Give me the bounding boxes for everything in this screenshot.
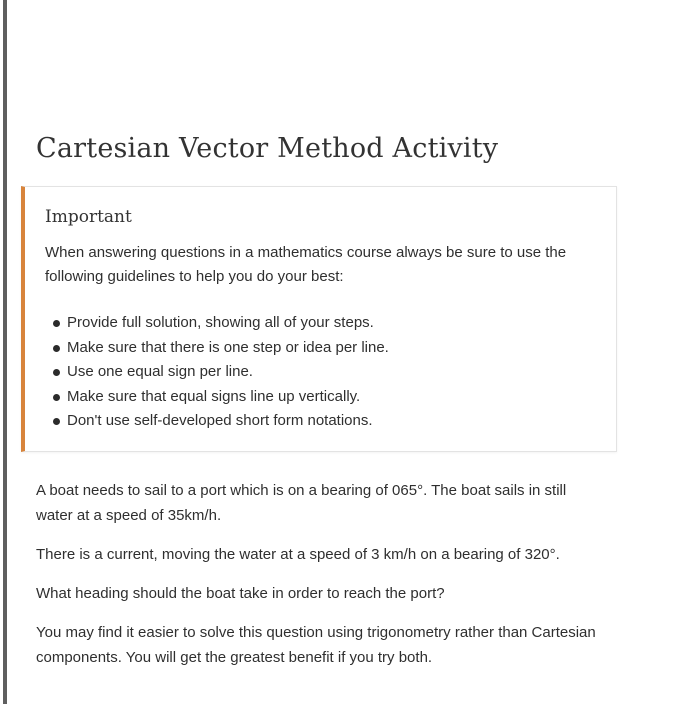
main-content [36,128,636,666]
list-item [45,336,596,361]
left-border-rule [3,0,7,704]
question-paragraph: A boat needs to sail to a port which is on a bearing of 065°. The boat sails in still water at a speed of 35km/h. [36,482,567,524]
question-paragraph: What heading should the boat take in order to reach the port? [36,585,445,602]
question-paragraph: There is a current, moving the water at a speed of 3 km/h on a bearing of 320°. [36,546,560,563]
guidelines-list [45,311,596,434]
list-item-text: Make sure that equal signs line up vertically. [67,387,361,405]
bullet-icon [53,369,60,376]
list-item [45,360,596,385]
list-item-text: Use one equal sign per line. [67,363,253,380]
important-callout [21,186,617,452]
callout-intro: When answering questions in a mathematics course always be sure to use the following guidelines to help you do your best: [45,244,567,285]
page-title: Cartesian Vector Method Activity [36,133,499,164]
list-item [45,409,596,434]
bullet-icon [53,320,60,327]
callout-title: Important [45,207,132,227]
question-paragraph: You may find it easier to solve this question using trigonometry rather than Cartesian components. You will get the greatest benefit if you try both. [36,624,596,666]
question-text [36,478,606,684]
list-item [45,311,596,336]
bullet-icon [53,345,60,352]
list-item-text: Provide full solution, showing all of your steps. [67,314,374,331]
list-item-text: Make sure that there is one step or idea per line. [67,338,389,356]
list-item [45,385,596,410]
bullet-icon [53,394,60,401]
list-item-text: Don't use self-developed short form notations. [67,412,373,429]
bullet-icon [53,418,60,425]
